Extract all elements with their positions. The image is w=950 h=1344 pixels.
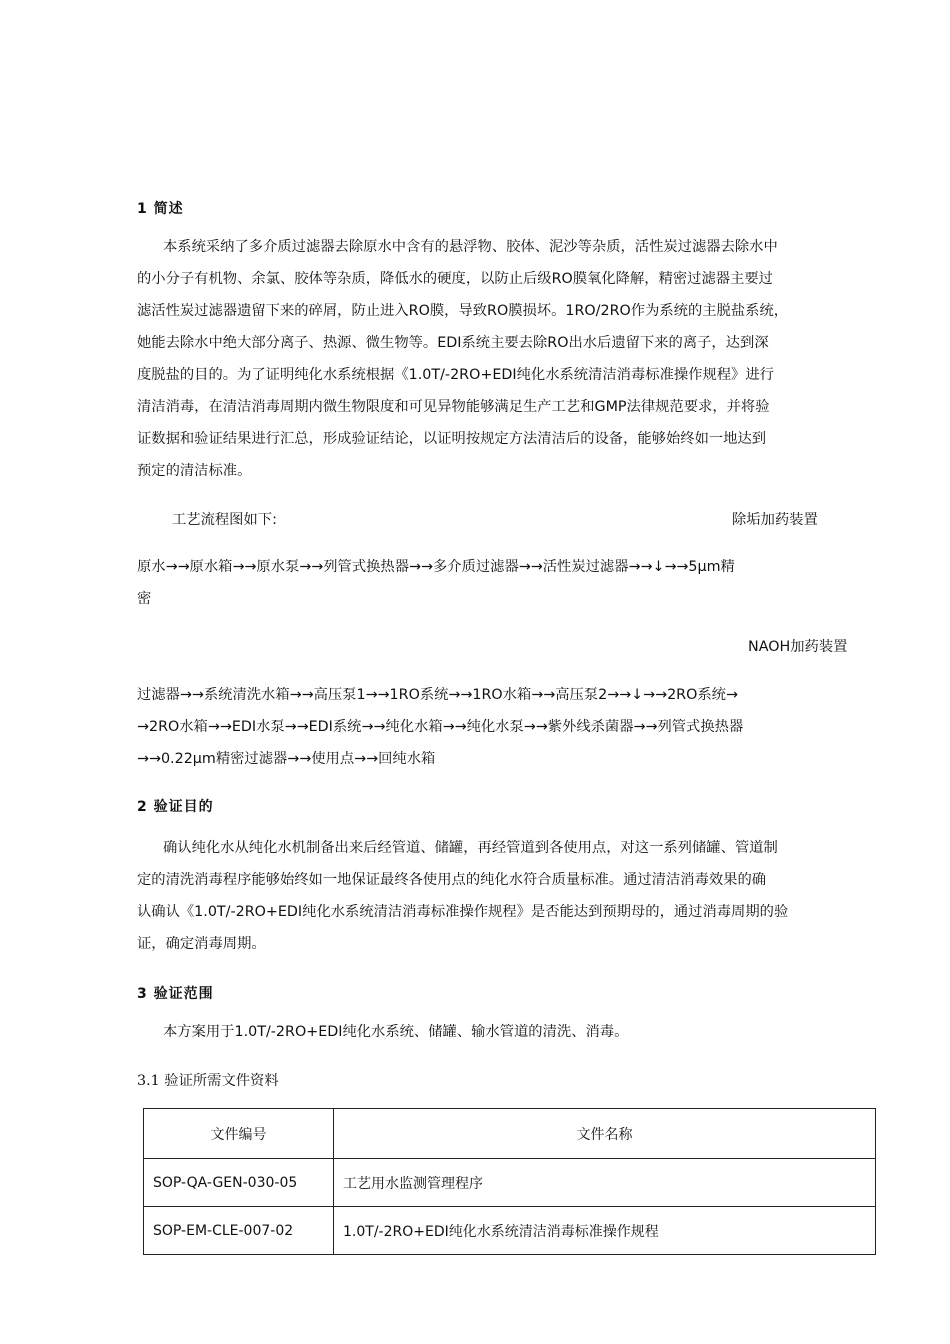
paragraph-line: 证，确定消毒周期。 [137, 936, 266, 952]
paragraph-line: 确认纯化水从纯化水机制备出来后经管道、储罐，再经管道到各使用点，对这一系列储罐、管道制 [163, 840, 778, 856]
flow-line-1: 原水→→原水箱→→原水泵→→列管式换热器→→多介质过滤器→→活性炭过滤器→→↓→→5μm精 [137, 559, 735, 575]
table-cell: SOP-QA-GEN-030-05 [144, 1159, 334, 1207]
flow-line-1b: 密 [137, 591, 152, 607]
document-table [143, 1108, 876, 1255]
table-row [144, 1159, 876, 1207]
paragraph-line: 滤活性炭过滤器遗留下来的碎屑，防止进入RO膜，导致RO膜损坏。1RO/2RO作为系统的主脱盐系统， [137, 303, 789, 319]
flow-chart-label: 工艺流程图如下: [172, 512, 277, 528]
paragraph-line: 认确认《1.0T/-2RO+EDI纯化水系统清洁消毒标准操作规程》是否能达到预期母的，通过消毒周期的验 [137, 904, 789, 920]
flow-line-2: 过滤器→→系统清洗水箱→→高压泵1→→1RO系统→→1RO水箱→→高压泵2→→↓→→2RO系统→ [137, 687, 738, 703]
section-2-paragraph [137, 832, 882, 960]
paragraph-line: 预定的清洁标准。 [137, 463, 252, 479]
paragraph-line: 她能去除水中绝大部分离子、热源、微生物等。EDI系统主要去除RO出水后遗留下来的离子，达到深 [137, 335, 769, 351]
section-1-heading: 1 简述 [137, 201, 184, 217]
column-header: 文件名称 [334, 1109, 876, 1159]
section-3-heading: 3 验证范围 [137, 986, 214, 1002]
table-header-row [144, 1109, 876, 1159]
section-1-paragraph [137, 231, 882, 487]
paragraph-line: 证数据和验证结果进行汇总，形成验证结论，以证明按规定方法清洁后的设备，能够始终如一地达到 [137, 431, 767, 447]
paragraph-line: 本系统采纳了多介质过滤器去除原水中含有的悬浮物、胶体、泥沙等杂质，活性炭过滤器去除水中 [163, 239, 778, 255]
section-2-heading: 2 验证目的 [137, 799, 214, 815]
table-cell: 工艺用水监测管理程序 [334, 1159, 876, 1207]
flow-line-4: →→0.22μm精密过滤器→→使用点→→回纯水箱 [137, 751, 436, 767]
section-3-1-heading: 3.1 验证所需文件资料 [137, 1073, 279, 1089]
naoh-dosing-label: NAOH加药装置 [748, 639, 848, 655]
column-header: 文件编号 [144, 1109, 334, 1159]
paragraph-line: 度脱盐的目的。为了证明纯化水系统根据《1.0T/-2RO+EDI纯化水系统清洁消毒标准操作规程》进行 [137, 367, 774, 383]
flow-lines [137, 679, 882, 775]
descaling-dosing-label: 除垢加药装置 [732, 512, 818, 528]
section-3-text: 本方案用于1.0T/-2RO+EDI纯化水系统、储罐、输水管道的清洗、消毒。 [163, 1024, 629, 1040]
table-row [144, 1207, 876, 1255]
paragraph-line: 定的清洗消毒程序能够始终如一地保证最终各使用点的纯化水符合质量标准。通过清洁消毒效果的确 [137, 872, 767, 888]
flow-line-3: →2RO水箱→→EDI水泵→→EDI系统→→纯化水箱→→纯化水泵→→紫外线杀菌器→→列管式换热器 [137, 719, 744, 735]
paragraph-line: 的小分子有机物、余氯、胶体等杂质，降低水的硬度，以防止后级RO膜氧化降解，精密过滤器主要过 [137, 271, 773, 287]
paragraph-line: 清洁消毒，在清洁消毒周期内微生物限度和可见异物能够满足生产工艺和GMP法律规范要求，并将验 [137, 399, 770, 415]
table-cell: 1.0T/-2RO+EDI纯化水系统清洁消毒标准操作规程 [334, 1207, 876, 1255]
table-cell: SOP-EM-CLE-007-02 [144, 1207, 334, 1255]
